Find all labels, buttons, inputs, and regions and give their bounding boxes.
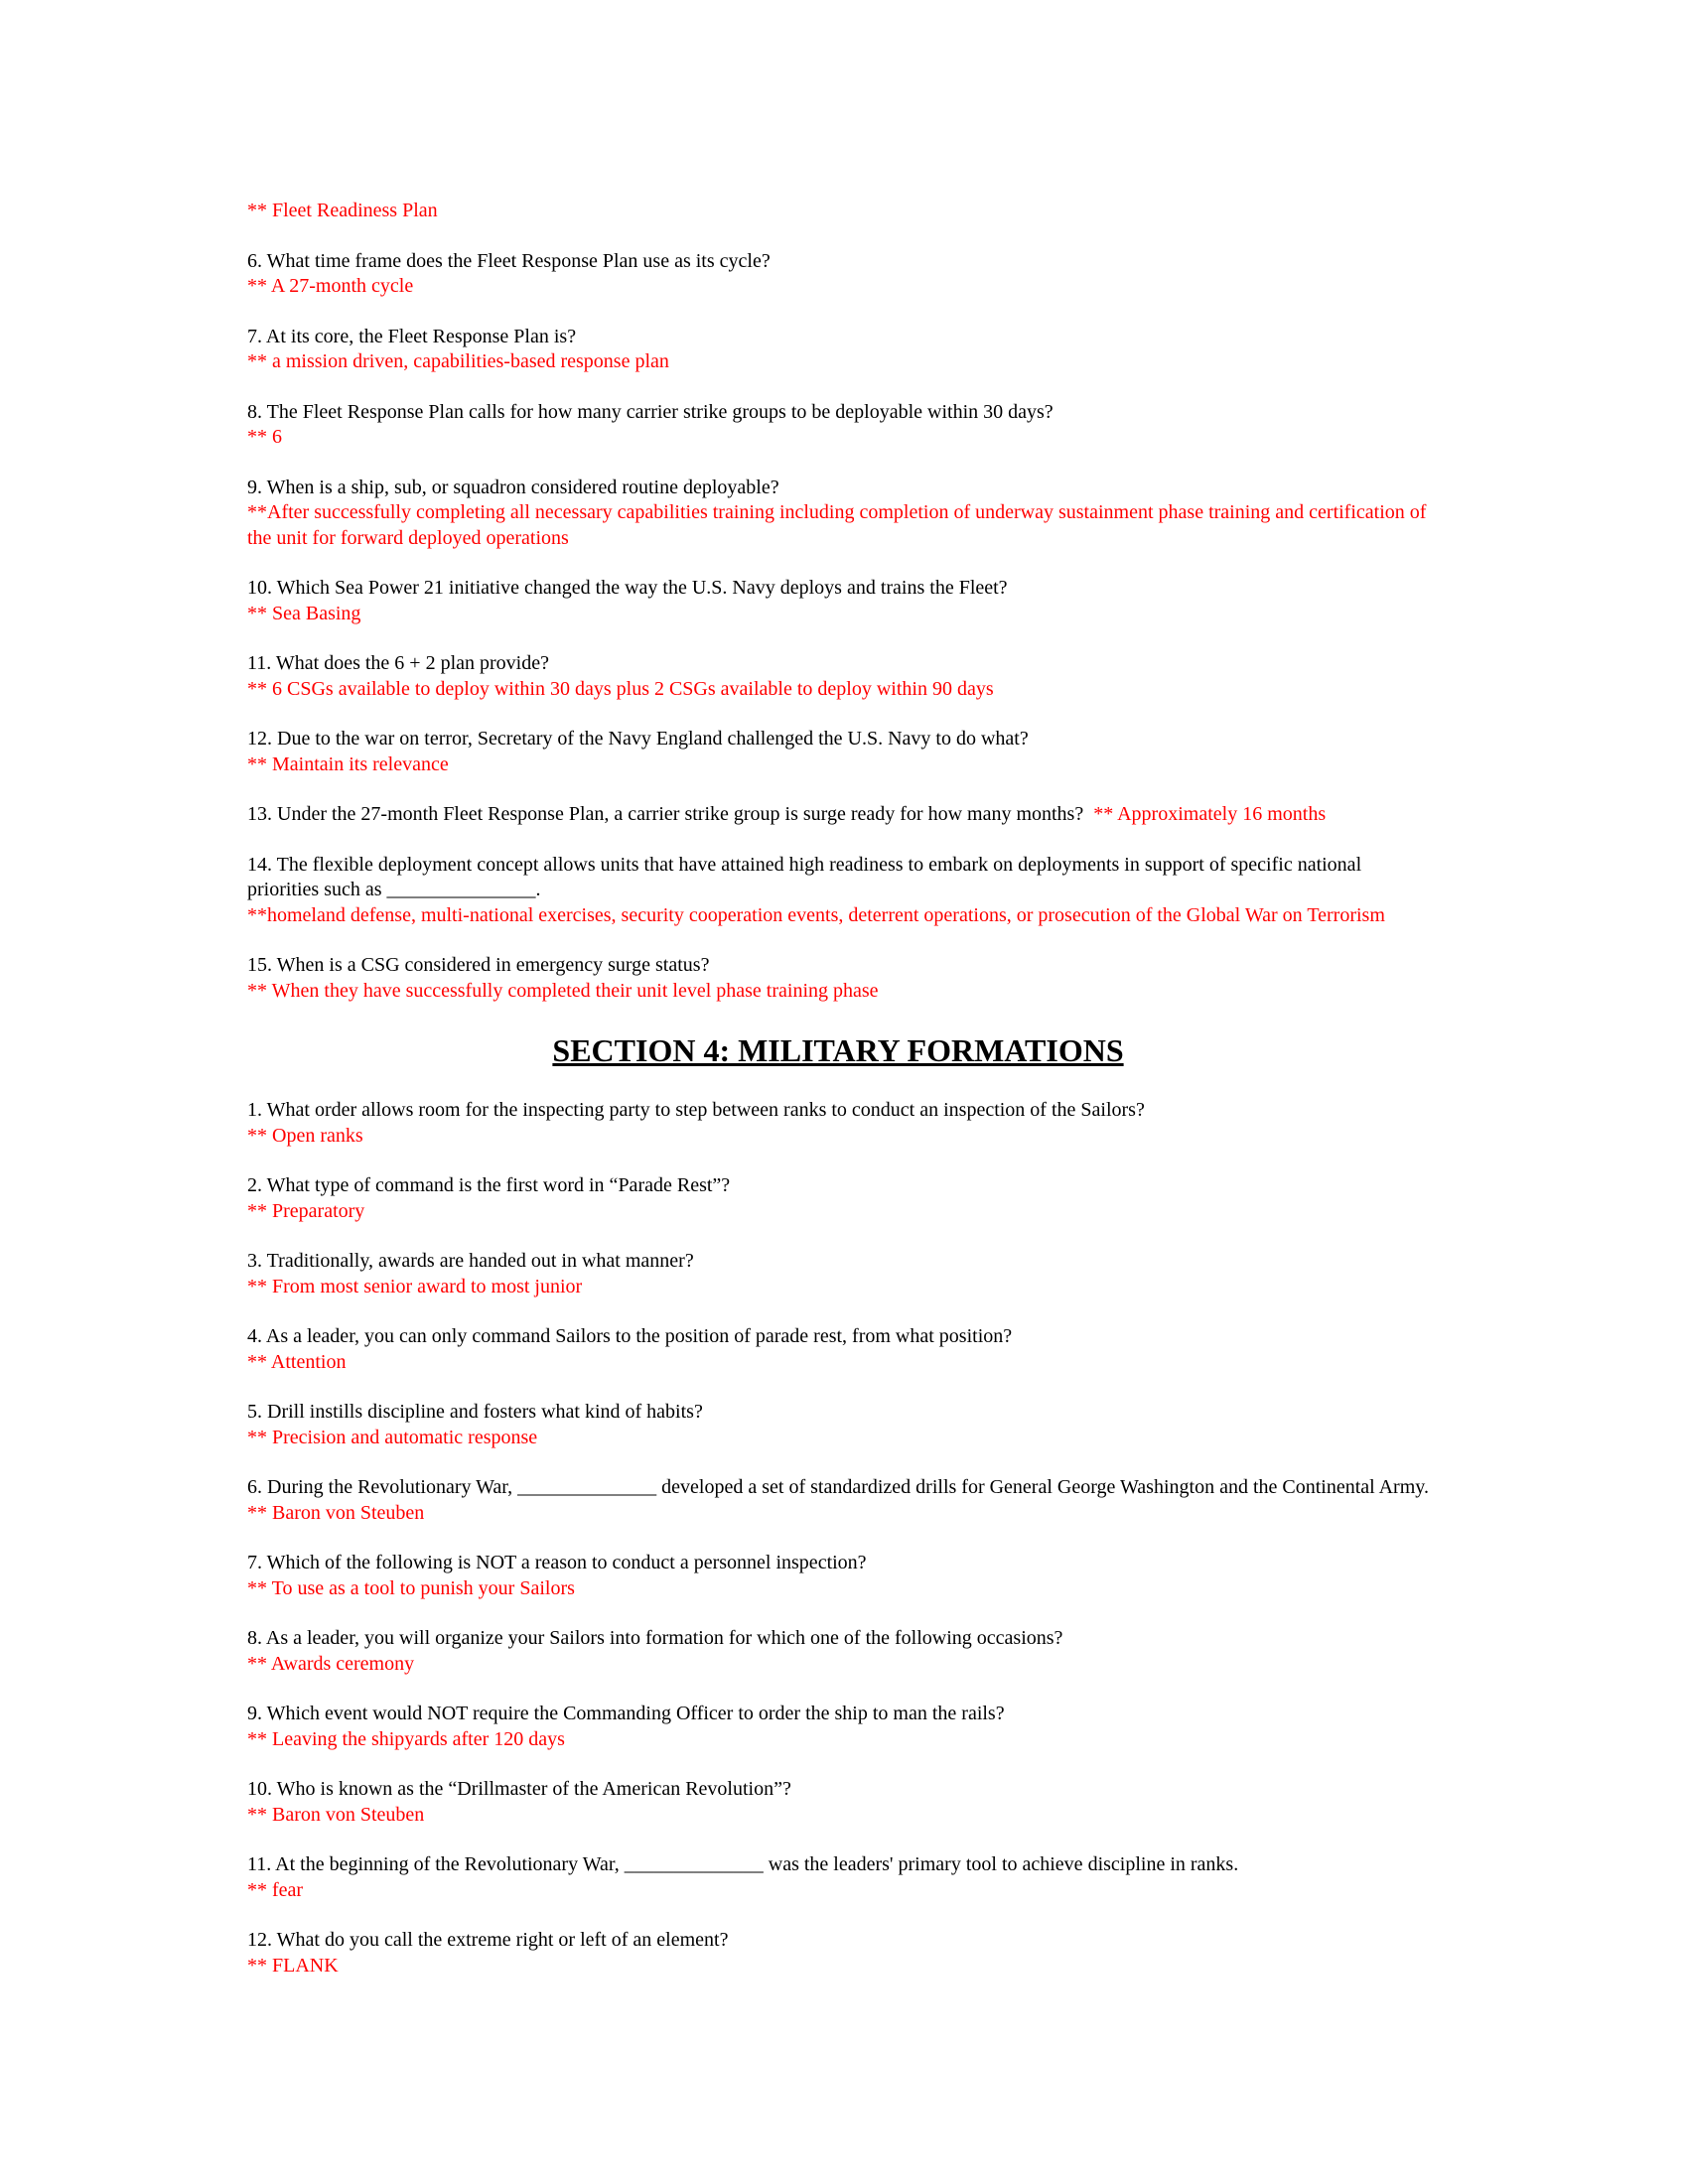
answer-text: ** Fleet Readiness Plan [247, 200, 438, 221]
qa-item [247, 1475, 1429, 1526]
question-text: 15. When is a CSG considered in emergency surge status? [247, 954, 710, 976]
question-text: 12. What do you call the extreme right or left of an element? [247, 1929, 729, 1951]
qa-item [247, 1626, 1429, 1677]
question-text: 1. What order allows room for the inspecting party to step between ranks to conduct an inspection of the Sailors? [247, 1099, 1145, 1121]
question-text: 8. The Fleet Response Plan calls for how many carrier strike groups to be deployable within 30 days? [247, 400, 1054, 423]
question-text: 5. Drill instills discipline and fosters what kind of habits? [247, 1401, 703, 1423]
question-text: 3. Traditionally, awards are handed out in what manner? [247, 1250, 694, 1272]
answer-text: ** Approximately 16 months [1093, 803, 1327, 825]
question-text: 11. At the beginning of the Revolutionary War, ______________ was the leaders' primary tool to achieve discipline in ranks. [247, 1853, 1239, 1875]
qa-item [247, 1777, 1429, 1828]
question-text: 13. Under the 27-month Fleet Response Plan, a carrier strike group is surge ready for how many months? [247, 803, 1084, 825]
question-text: 8. As a leader, you will organize your Sailors into formation for which one of the following occasions? [247, 1627, 1063, 1649]
question-text: 12. Due to the war on terror, Secretary of the Navy England challenged the U.S. Navy to do what? [247, 728, 1029, 750]
answer-text: ** Precision and automatic response [247, 1426, 538, 1448]
qa-item [247, 651, 1429, 702]
qa-item [247, 1551, 1429, 1601]
question-with-inline-answer [247, 802, 1429, 828]
question-text: 11. What does the 6 + 2 plan provide? [247, 652, 549, 674]
question-text: 10. Which Sea Power 21 initiative changed the way the U.S. Navy deploys and trains the Fleet? [247, 577, 1008, 599]
qa-item [247, 727, 1429, 777]
answer-text: ** A 27-month cycle [247, 275, 414, 297]
question-text: 6. What time frame does the Fleet Response Plan use as its cycle? [247, 249, 771, 272]
answer-text: **After successfully completing all necessary capabilities training including completion of underway sustainment phase training and certification of the unit for forward deployed operations [247, 501, 1427, 549]
qa-item [247, 476, 1429, 552]
answer-text: ** 6 [247, 426, 282, 448]
answer-text: ** FLANK [247, 1954, 339, 1977]
qa-item [247, 853, 1429, 929]
qa-item [247, 1928, 1429, 1979]
question-text: 9. When is a ship, sub, or squadron considered routine deployable? [247, 476, 779, 498]
qa-item [247, 1400, 1429, 1450]
answer-text: **homeland defense, multi-national exercises, security cooperation events, deterrent operations, or prosecution of the Global War on Terrorism [247, 903, 1385, 926]
answer-text: ** 6 CSGs available to deploy within 30 days plus 2 CSGs available to deploy within 90 days [247, 677, 994, 700]
question-text: 4. As a leader, you can only command Sailors to the position of parade rest, from what position? [247, 1325, 1013, 1347]
qa-item [247, 953, 1429, 1004]
answer-text: ** When they have successfully completed their unit level phase training phase [247, 979, 879, 1002]
answer-text: ** From most senior award to most junior [247, 1275, 583, 1297]
answer-text: ** Preparatory [247, 1199, 365, 1222]
section-heading: SECTION 4: MILITARY FORMATIONS [552, 1032, 1124, 1068]
answer-text: ** Attention [247, 1350, 347, 1373]
question-text: 6. During the Revolutionary War, ______________ developed a set of standardized drills for General George Washington and the Continental Army. [247, 1476, 1429, 1498]
qa-item [247, 400, 1429, 451]
answer-text: ** Sea Basing [247, 602, 361, 624]
qa-item [247, 249, 1429, 300]
qa-item [247, 325, 1429, 375]
answer-text: ** Leaving the shipyards after 120 days [247, 1727, 565, 1750]
question-text: 7. Which of the following is NOT a reason to conduct a personnel inspection? [247, 1552, 867, 1573]
question-text: 2. What type of command is the first word in “Parade Rest”? [247, 1174, 731, 1196]
qa-item [247, 1324, 1429, 1375]
document-page [247, 199, 1429, 2003]
qa-item [247, 1098, 1429, 1149]
question-text: 7. At its core, the Fleet Response Plan is? [247, 325, 577, 347]
qa-item [247, 1173, 1429, 1224]
qa-item [247, 802, 1429, 828]
answer-text: ** Baron von Steuben [247, 1501, 425, 1524]
question-text: 10. Who is known as the “Drillmaster of the American Revolution”? [247, 1778, 791, 1800]
answer-text: ** fear [247, 1878, 304, 1901]
answer-text: ** Baron von Steuben [247, 1803, 425, 1826]
answer-text: ** Maintain its relevance [247, 752, 449, 775]
answer-text: ** a mission driven, capabilities-based response plan [247, 350, 669, 372]
answer-text: ** Open ranks [247, 1124, 363, 1147]
qa-item [247, 576, 1429, 626]
qa-item [247, 1852, 1429, 1903]
answer-text: ** Awards ceremony [247, 1652, 415, 1675]
question-text: 14. The flexible deployment concept allows units that have attained high readiness to embark on deployments in support of specific national priorities such as _______________. [247, 853, 1362, 900]
qa-item [247, 1249, 1429, 1299]
answer-text: ** To use as a tool to punish your Sailors [247, 1576, 575, 1599]
qa-item [247, 1702, 1429, 1752]
question-text: 9. Which event would NOT require the Commanding Officer to order the ship to man the rails? [247, 1703, 1005, 1724]
